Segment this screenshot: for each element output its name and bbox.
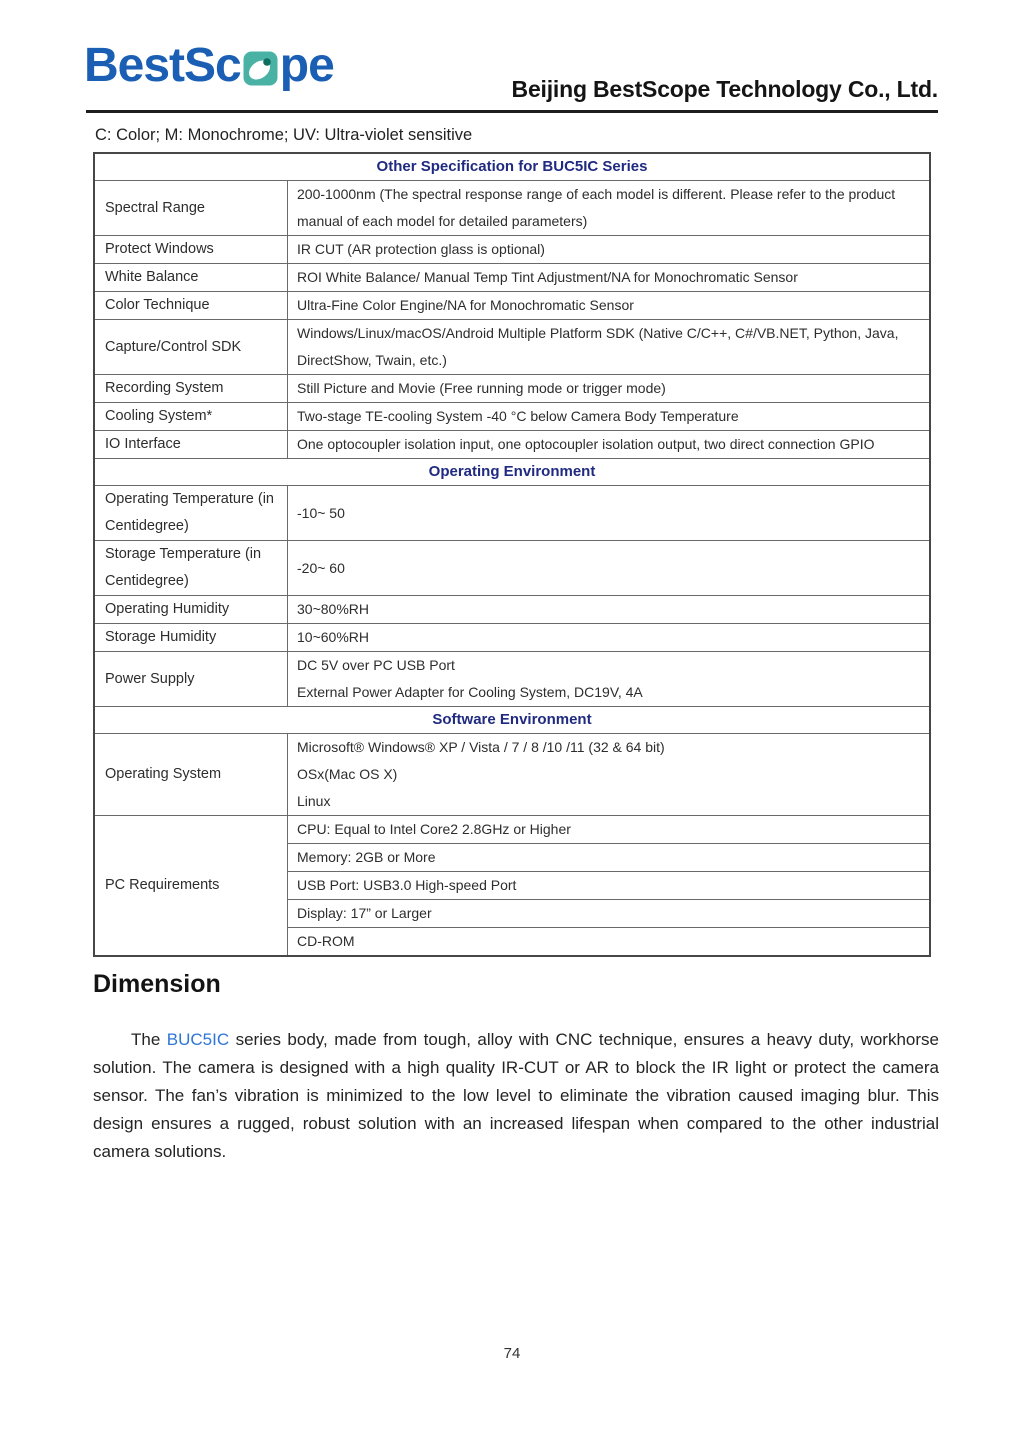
spec-value-line: OSx(Mac OS X) bbox=[297, 766, 398, 782]
spec-label: Operating Temperature (in Centidegree) bbox=[95, 486, 288, 540]
bestscope-logo bbox=[84, 38, 334, 93]
table-row bbox=[95, 291, 929, 319]
table-row bbox=[95, 733, 929, 815]
table-row bbox=[95, 623, 929, 651]
spec-value: Two-stage TE-cooling System -40 °C below Camera Body Temperature bbox=[297, 408, 739, 424]
spec-subrow: Memory: 2GB or More bbox=[288, 843, 929, 871]
logo-text-right: pe bbox=[279, 39, 334, 92]
spec-subrow: CPU: Equal to Intel Core2 2.8GHz or Higher bbox=[297, 821, 571, 837]
spec-value: Ultra-Fine Color Engine/NA for Monochromatic Sensor bbox=[297, 297, 634, 313]
spec-value: Windows/Linux/macOS/Android Multiple Platform SDK (Native C/C++, C#/VB.NET, Python, Java, DirectShow, Twain, etc.) bbox=[297, 325, 899, 368]
company-name: Beijing BestScope Technology Co., Ltd. bbox=[511, 76, 938, 102]
table-row bbox=[95, 319, 929, 374]
logo-lens-icon bbox=[243, 51, 278, 86]
table-section-header bbox=[95, 154, 929, 180]
spec-label: PC Requirements bbox=[95, 816, 288, 955]
table-section-header bbox=[95, 706, 929, 733]
table-row bbox=[95, 180, 929, 235]
table-row bbox=[95, 651, 929, 706]
spec-label: IO Interface bbox=[95, 431, 288, 458]
spec-value: -20~ 60 bbox=[297, 559, 345, 576]
spec-value: ROI White Balance/ Manual Temp Tint Adjustment/NA for Monochromatic Sensor bbox=[297, 269, 798, 285]
table-row bbox=[95, 374, 929, 402]
spec-label: White Balance bbox=[95, 264, 288, 291]
dimension-paragraph bbox=[93, 1026, 939, 1166]
spec-label: Power Supply bbox=[95, 652, 288, 706]
table-row bbox=[95, 595, 929, 623]
spec-label: Cooling System* bbox=[95, 403, 288, 430]
spec-value: 10~60%RH bbox=[297, 629, 369, 645]
spec-label: Protect Windows bbox=[95, 236, 288, 263]
spec-value: One optocoupler isolation input, one optocoupler isolation output, two direct connection GPIO bbox=[297, 436, 875, 452]
table-row bbox=[95, 430, 929, 458]
spec-subrow: Display: 17” or Larger bbox=[288, 899, 929, 927]
section-title: Operating Environment bbox=[428, 463, 596, 480]
table-row bbox=[95, 485, 929, 540]
spec-value: IR CUT (AR protection glass is optional) bbox=[297, 241, 545, 257]
spec-label: Spectral Range bbox=[95, 181, 288, 235]
section-title: Other Specification for BUC5IC Series bbox=[376, 158, 648, 175]
spec-value: Still Picture and Movie (Free running mode or trigger mode) bbox=[297, 380, 666, 396]
table-row bbox=[95, 815, 929, 955]
spec-label: Storage Temperature (in Centidegree) bbox=[95, 541, 288, 595]
spec-label: Recording System bbox=[95, 375, 288, 402]
header-rule bbox=[86, 110, 938, 113]
table-row bbox=[95, 402, 929, 430]
spec-label: Color Technique bbox=[95, 292, 288, 319]
spec-value-line: Microsoft® Windows® XP / Vista / 7 / 8 /10 /11 (32 & 64 bit) bbox=[297, 739, 665, 755]
dimension-heading: Dimension bbox=[93, 970, 221, 998]
table-section-header bbox=[95, 458, 929, 485]
spec-label: Operating System bbox=[95, 734, 288, 815]
table-row bbox=[95, 235, 929, 263]
spec-value-line: DC 5V over PC USB Port bbox=[297, 657, 455, 673]
spec-subrow: CD-ROM bbox=[288, 927, 929, 955]
spec-subrow: USB Port: USB3.0 High-speed Port bbox=[288, 871, 929, 899]
spec-value-line: Linux bbox=[297, 793, 331, 809]
spec-label: Storage Humidity bbox=[95, 624, 288, 651]
buc5ic-link[interactable]: BUC5IC bbox=[166, 1030, 230, 1049]
spec-value-line: External Power Adapter for Cooling System, DC19V, 4A bbox=[297, 684, 643, 700]
page-number: 74 bbox=[503, 1345, 521, 1362]
legend-note: C: Color; M: Monochrome; UV: Ultra-violet sensitive bbox=[95, 126, 473, 144]
table-row bbox=[95, 263, 929, 291]
logo-text-left: BestSc bbox=[84, 39, 241, 92]
section-title: Software Environment bbox=[432, 711, 592, 728]
spec-value: -10~ 50 bbox=[297, 504, 345, 521]
spec-value: 30~80%RH bbox=[297, 601, 369, 617]
paragraph-text: The bbox=[131, 1030, 167, 1049]
spec-label: Capture/Control SDK bbox=[95, 320, 288, 374]
spec-label: Operating Humidity bbox=[95, 596, 288, 623]
spec-value: 200-1000nm (The spectral response range of each model is different. Please refer to the product manual of each model for detailed parameters) bbox=[297, 186, 896, 229]
paragraph-text: series body, made from tough, alloy with CNC technique, ensures a heavy duty, workhorse solution. The camera is designed with a high quality IR-CUT or AR to block the IR light or protect the camera sensor. The fan’s vibration is minimized to the low level to eliminate the vibration caused imaging blur. This design ensures a rugged, robust solution with an increased lifespan when compared to the other industrial camera solutions. bbox=[93, 1030, 939, 1161]
specification-table bbox=[93, 152, 931, 957]
table-row bbox=[95, 540, 929, 595]
